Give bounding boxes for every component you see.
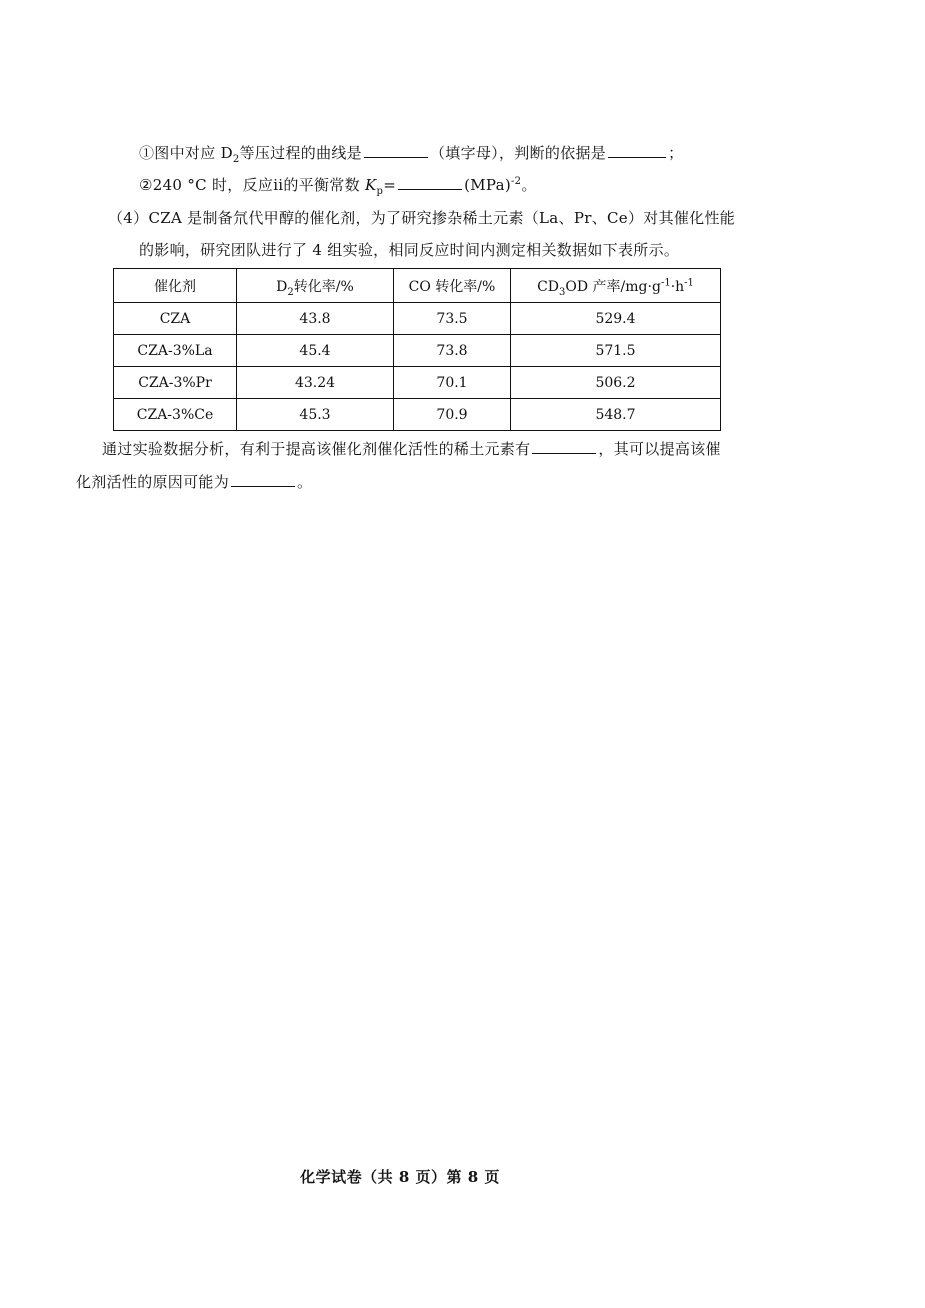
table-row: [114, 367, 721, 399]
cell-catalyst: CZA-3%Pr: [114, 367, 237, 399]
answer-blank[interactable]: [608, 143, 666, 158]
cell-co: 73.5: [394, 303, 511, 335]
table-row: [114, 399, 721, 431]
q3-sub2-line: [139, 175, 537, 195]
q3-sub1-prefix: ①图中对应 D: [139, 144, 233, 162]
q3-sub1-line: [139, 143, 683, 163]
table-row: [114, 335, 721, 367]
header-co-conversion: CO 转化率/%: [394, 269, 511, 303]
cell-yield: 506.2: [511, 367, 721, 399]
q3-sub1-subscript: 2: [232, 154, 240, 165]
analysis-text-1-end: ，其可以提高该催: [598, 440, 721, 458]
header-cd3od-yield: $CD_3OD$ 产率$/mg\cdot g^{-1}\cdot h^{-1}$: [511, 269, 721, 303]
header-d2-conversion: $D_2$转化率/%: [237, 269, 394, 303]
answer-blank[interactable]: [231, 472, 295, 487]
page-footer: 化学试卷（共 8 页）第 8 页: [300, 1168, 500, 1186]
q3-sub2-prefix: ②240 °C 时，反应ii的平衡常数: [139, 176, 360, 194]
kp-unit-exponent: -2: [511, 176, 522, 187]
cell-d2: 43.8: [237, 303, 394, 335]
cell-yield: 548.7: [511, 399, 721, 431]
analysis-text-1: 通过实验数据分析，有利于提高该催化剂催化活性的稀土元素有: [102, 440, 531, 458]
cell-catalyst: CZA-3%La: [114, 335, 237, 367]
analysis-line-1: [102, 439, 721, 459]
cell-d2: 45.4: [237, 335, 394, 367]
catalyst-data-table: [113, 268, 721, 431]
q4-line-2: 的影响，研究团队进行了 4 组实验，相同反应时间内测定相关数据如下表所示。: [139, 241, 680, 259]
answer-blank[interactable]: [532, 439, 596, 454]
cell-catalyst: CZA: [114, 303, 237, 335]
cell-catalyst: CZA-3%Ce: [114, 399, 237, 431]
cell-yield: 571.5: [511, 335, 721, 367]
cell-co: 70.1: [394, 367, 511, 399]
table-header-row: [114, 269, 721, 303]
analysis-text-2-end: 。: [297, 473, 313, 491]
analysis-line-2: [76, 472, 312, 492]
cell-d2: 43.24: [237, 367, 394, 399]
analysis-text-2: 化剂活性的原因可能为: [76, 473, 230, 491]
kp-equals: =: [383, 176, 397, 194]
cell-co: 70.9: [394, 399, 511, 431]
q3-sub1-end: ；: [668, 144, 684, 162]
cell-co: 73.8: [394, 335, 511, 367]
q3-sub1-paren: （填字母），判断的依据是: [429, 144, 607, 162]
header-catalyst: 催化剂: [114, 269, 237, 303]
cell-yield: 529.4: [511, 303, 721, 335]
kp-subscript: p: [376, 186, 384, 197]
kp-symbol: K: [364, 176, 377, 194]
cell-d2: 45.3: [237, 399, 394, 431]
answer-blank[interactable]: [364, 143, 428, 158]
table-row: [114, 303, 721, 335]
q3-sub2-end: 。: [521, 176, 537, 194]
kp-unit: (MPa): [464, 176, 511, 194]
q4-line-1: （4）CZA 是制备氘代甲醇的催化剂，为了研究掺杂稀土元素（La、Pr、Ce）对其催化性能: [108, 209, 736, 227]
q3-sub1-middle: 等压过程的曲线是: [239, 144, 362, 162]
answer-blank[interactable]: [398, 175, 462, 190]
